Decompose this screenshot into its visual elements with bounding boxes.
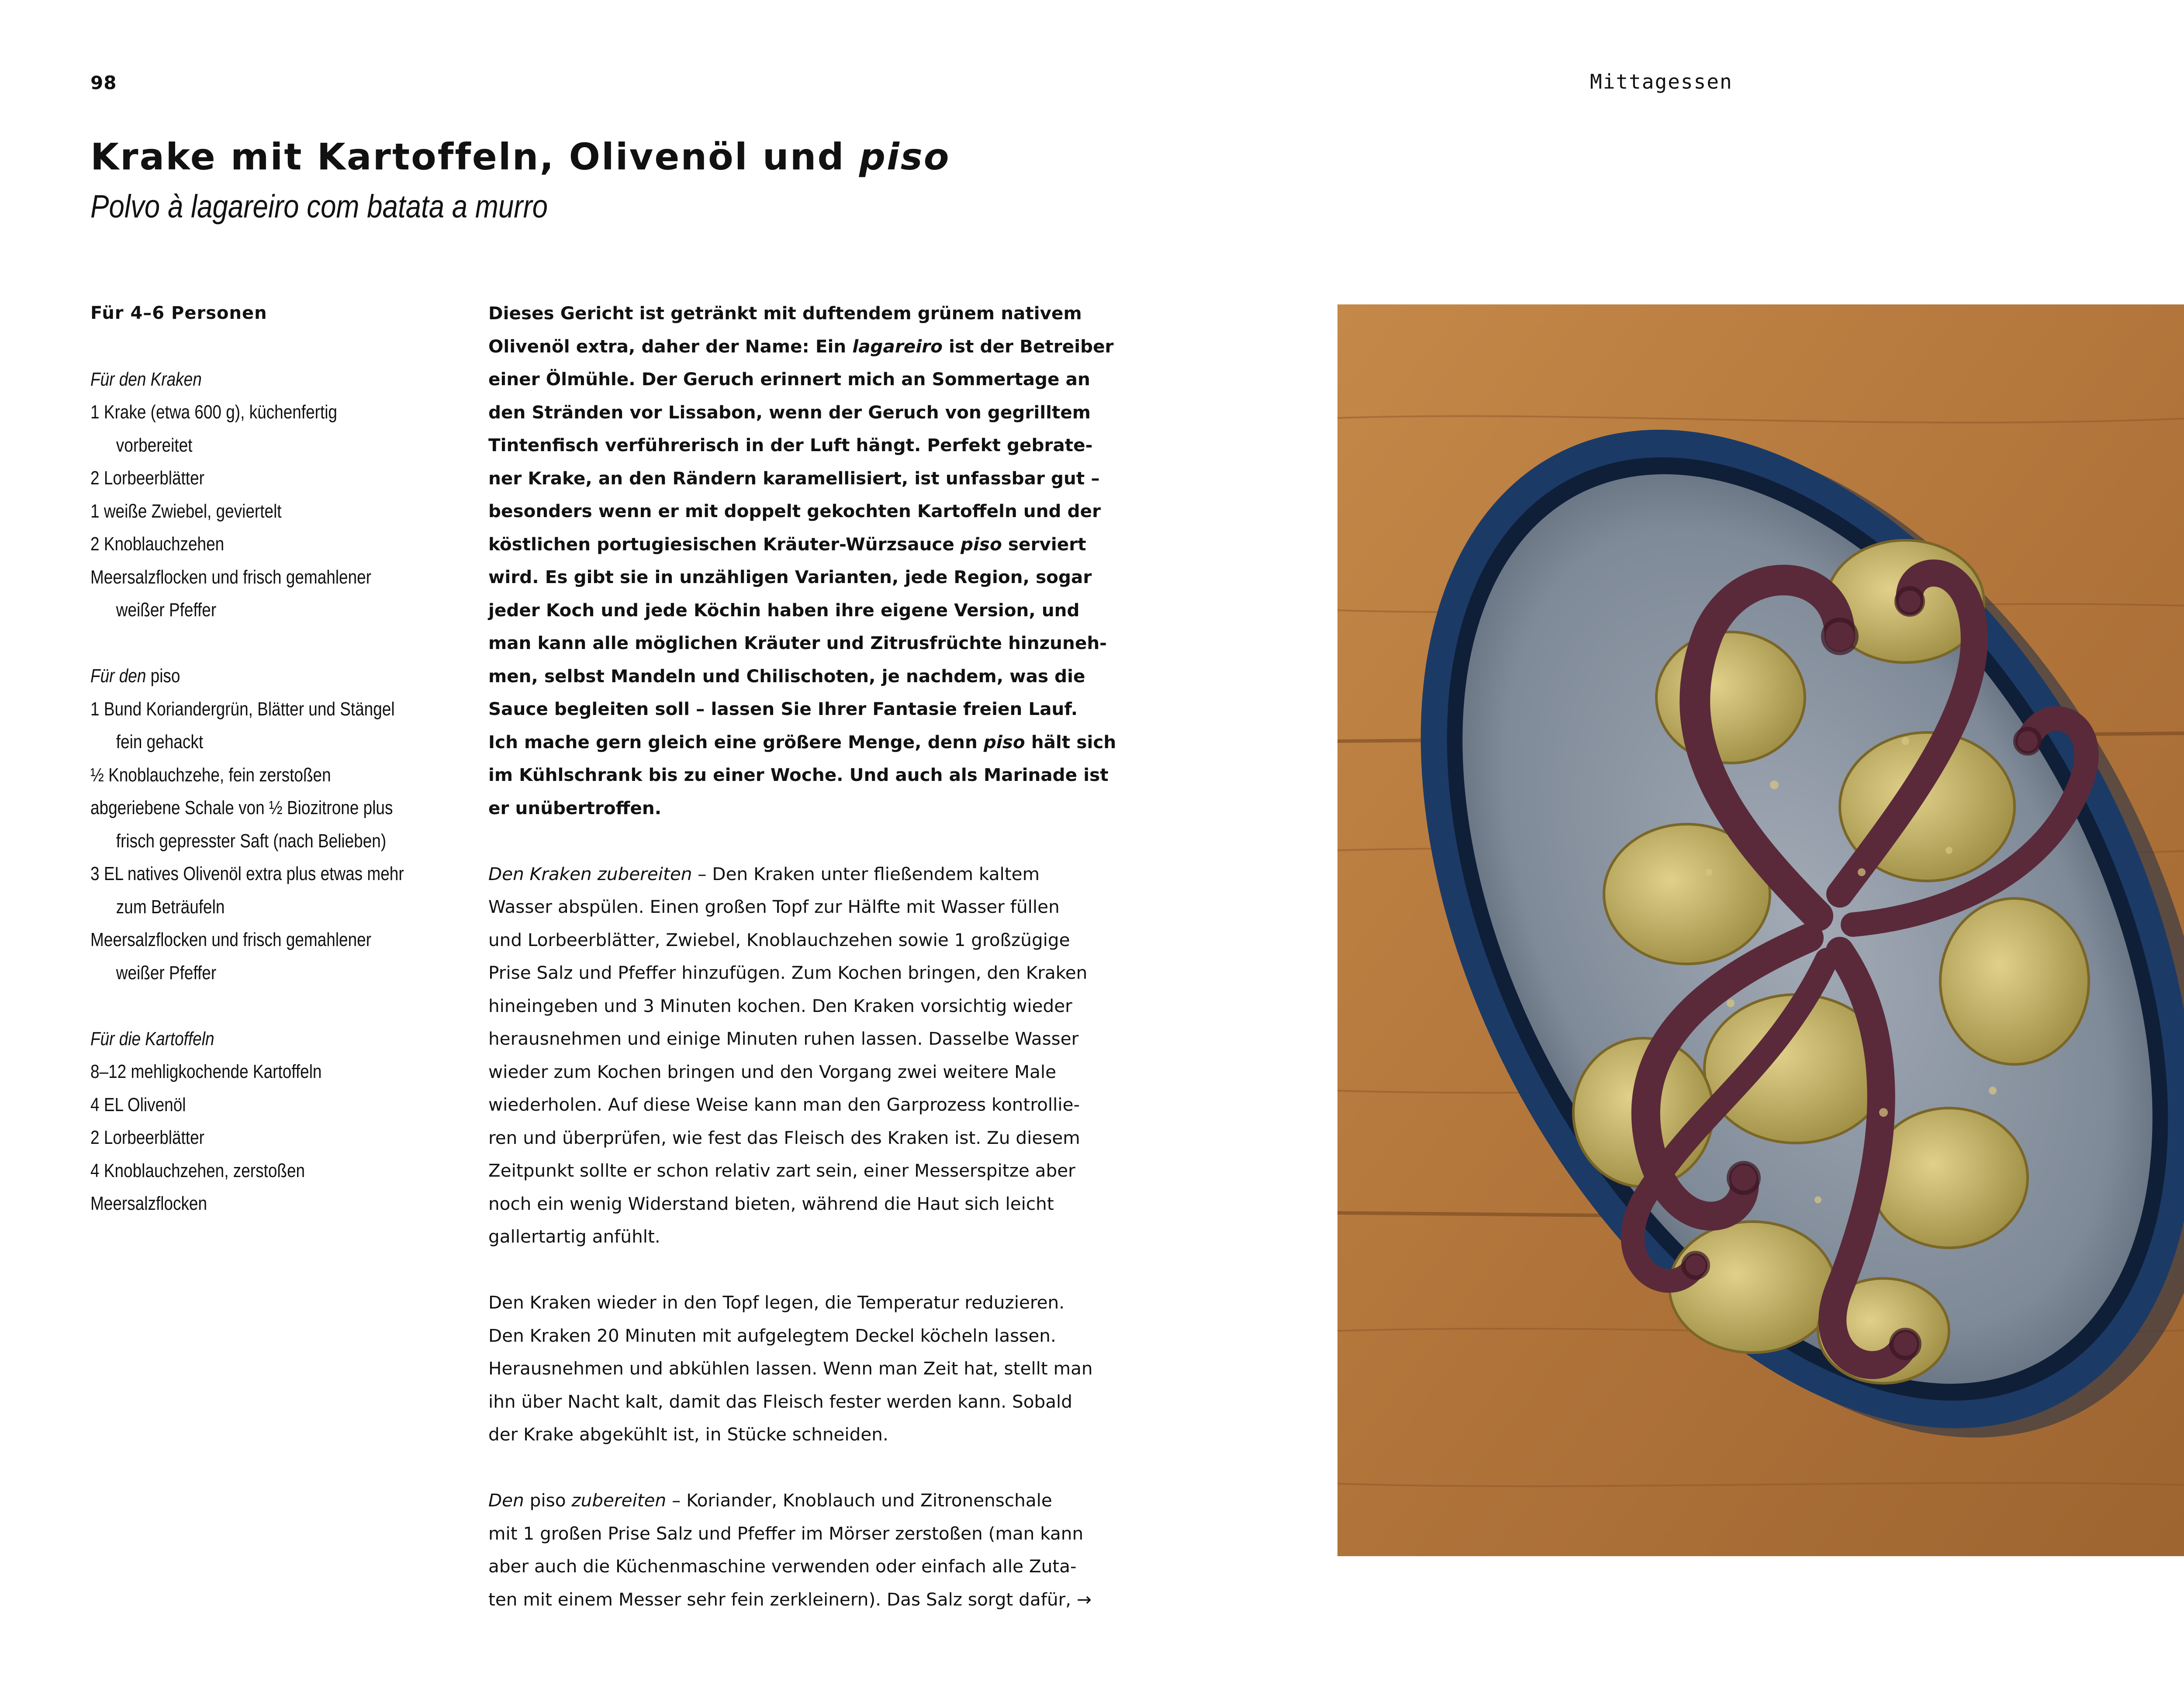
text-line: men, selbst Mandeln und Chilischoten, je nachdem, was die	[488, 665, 1085, 687]
recipe-title-italic: piso	[859, 135, 950, 178]
intro-paragraph	[488, 297, 1116, 825]
text-line: mit 1 großen Prise Salz und Pfeffer im Mörser zerstoßen (man kann	[488, 1523, 1084, 1544]
ingredient-group-heading-term: piso	[150, 665, 180, 687]
ingredient-group-kartoffeln	[90, 1022, 462, 1220]
text-line: wiederholen. Auf diese Weise kann man den Garprozess kontrollie-	[488, 1094, 1080, 1115]
text-line: hineingeben und 3 Minuten kochen. Den Kraken vorsichtig wieder	[488, 995, 1072, 1016]
ingredient-group-kraken	[90, 363, 462, 627]
recipe-subtitle: Polvo à lagareiro com batata a murro	[90, 188, 548, 224]
text-line: Herausnehmen und abkühlen lassen. Wenn man Zeit hat, stellt man	[488, 1358, 1093, 1379]
text-line: ner Krake, an den Rändern karamellisiert, ist unfassbar gut –	[488, 467, 1100, 489]
text-line: aber auch die Küchenmaschine verwenden oder einfach alle Zuta-	[488, 1556, 1077, 1577]
ingredient-line: 3 EL natives Olivenöl extra plus etwas mehr	[90, 863, 404, 884]
ingredient-line: frisch gepresster Saft (nach Belieben)	[116, 830, 387, 852]
method-paragraph-kraken	[488, 858, 1100, 1253]
text-line: er unübertroffen.	[488, 797, 662, 818]
text-line: Sauce begleiten soll – lassen Sie Ihrer Fantasie freien Lauf.	[488, 698, 1078, 719]
ingredient-line: Meersalzflocken und frisch gemahlener	[90, 566, 372, 588]
ingredient-line: 4 Knoblauchzehen, zerstoßen	[90, 1160, 305, 1181]
text-line: Tintenfisch verführerisch in der Luft hängt. Perfekt gebrate-	[488, 435, 1093, 456]
text-line: Dieses Gericht ist getränkt mit duftendem grünem nativem	[488, 303, 1082, 324]
ingredient-group-heading: Für den Kraken	[90, 368, 202, 390]
text-line: einer Ölmühle. Der Geruch erinnert mich an Sommertage an	[488, 369, 1090, 390]
recipe-title	[90, 135, 950, 178]
text-line: noch ein wenig Widerstand bieten, während die Haut sich leicht	[488, 1193, 1054, 1214]
text-line: Den Kraken zubereiten – Den Kraken unter fließendem kaltem	[488, 863, 1040, 884]
method-paragraph-piso	[488, 1484, 1100, 1616]
left-page-number: 98	[90, 72, 117, 93]
text-line: und Lorbeerblätter, Zwiebel, Knoblauchzehen sowie 1 großzügige	[488, 929, 1070, 950]
ingredient-line: 1 Bund Koriandergrün, Blätter und Stängel	[90, 698, 395, 720]
ingredient-line: vorbereitet	[116, 434, 193, 456]
text-line: ren und überprüfen, wie fest das Fleisch des Kraken ist. Zu diesem	[488, 1127, 1080, 1148]
text-line: Den Kraken 20 Minuten mit aufgelegtem Deckel köcheln lassen.	[488, 1325, 1056, 1346]
text-line: im Kühlschrank bis zu einer Woche. Und auch als Marinade ist	[488, 764, 1109, 785]
ingredient-line: 2 Lorbeerblätter	[90, 467, 204, 489]
text-line: jeder Koch und jede Köchin haben ihre eigene Version, und	[488, 599, 1080, 621]
dish-photo	[1337, 304, 2184, 1556]
text-line: man kann alle möglichen Kräuter und Zitrusfrüchte hinzuneh-	[488, 632, 1107, 653]
recipe-title-main: Krake mit Kartoffeln, Olivenöl und	[90, 135, 859, 178]
text-line: ten mit einem Messer sehr fein zerkleinern). Das Salz sorgt dafür, →	[488, 1588, 1092, 1610]
ingredients-column	[90, 297, 462, 1253]
text-line: Den Kraken wieder in den Topf legen, die Temperatur reduzieren.	[488, 1292, 1065, 1313]
ingredient-line: 2 Lorbeerblätter	[90, 1127, 204, 1148]
ingredient-line: Meersalzflocken und frisch gemahlener	[90, 929, 372, 950]
ingredient-line: Meersalzflocken	[90, 1193, 207, 1214]
ingredient-line: 1 Krake (etwa 600 g), küchenfertig	[90, 401, 337, 423]
text-line: Ich mache gern gleich eine größere Menge, denn piso hält sich	[488, 731, 1116, 753]
ingredient-group-piso	[90, 660, 462, 989]
text-line: Olivenöl extra, daher der Name: Ein lagareiro ist der Betreiber	[488, 335, 1114, 357]
text-line: Den piso zubereiten – Koriander, Knoblauch und Zitronenschale	[488, 1490, 1052, 1511]
octopus-dish-image	[1337, 304, 2184, 1556]
text-line: Prise Salz und Pfeffer hinzufügen. Zum Kochen bringen, den Kraken	[488, 962, 1088, 983]
ingredient-line: weißer Pfeffer	[116, 962, 217, 984]
text-line: wird. Es gibt sie in unzähligen Varianten, jede Region, sogar	[488, 566, 1092, 587]
ingredient-line: fein gehackt	[116, 731, 204, 753]
ingredient-line: 1 weiße Zwiebel, geviertelt	[90, 500, 282, 522]
ingredient-group-heading-italic: Für den	[90, 665, 151, 687]
ingredient-line: abgeriebene Schale von ½ Biozitrone plus	[90, 797, 393, 818]
method-paragraph-simmer	[488, 1286, 1100, 1451]
text-line: besonders wenn er mit doppelt gekochten Kartoffeln und der	[488, 501, 1101, 521]
text-line: wieder zum Kochen bringen und den Vorgang zwei weitere Male	[488, 1061, 1056, 1082]
running-head: Mittagessen	[1590, 70, 1733, 93]
ingredient-line: zum Beträufeln	[116, 896, 225, 918]
text-line: Zeitpunkt sollte er schon relativ zart sein, einer Messerspitze aber	[488, 1160, 1075, 1181]
text-line: den Stränden vor Lissabon, wenn der Geruch von gegrilltem	[488, 401, 1091, 423]
text-line: köstlichen portugiesischen Kräuter-Würzsauce piso serviert	[488, 533, 1086, 555]
text-line: der Krake abgekühlt ist, in Stücke schneiden.	[488, 1424, 888, 1445]
ingredient-line: 2 Knoblauchzehen	[90, 533, 225, 555]
text-line: herausnehmen und einige Minuten ruhen lassen. Dasselbe Wasser	[488, 1028, 1079, 1049]
text-line: gallertartig anfühlt.	[488, 1226, 660, 1247]
ingredient-line: 8–12 mehligkochende Kartoffeln	[90, 1061, 322, 1082]
ingredient-line: ½ Knoblauchzehe, fein zerstoßen	[90, 764, 331, 786]
method-text-column	[488, 297, 1116, 1616]
servings: Für 4–6 Personen	[90, 303, 267, 323]
ingredient-group-heading	[90, 660, 402, 693]
ingredient-group-heading: Für die Kartoffeln	[90, 1028, 214, 1050]
ingredient-line: weißer Pfeffer	[116, 599, 217, 621]
text-line: Wasser abspülen. Einen großen Topf zur Hälfte mit Wasser füllen	[488, 896, 1060, 917]
text-line: ihn über Nacht kalt, damit das Fleisch fester werden kann. Sobald	[488, 1391, 1072, 1412]
ingredient-line: 4 EL Olivenöl	[90, 1094, 186, 1115]
